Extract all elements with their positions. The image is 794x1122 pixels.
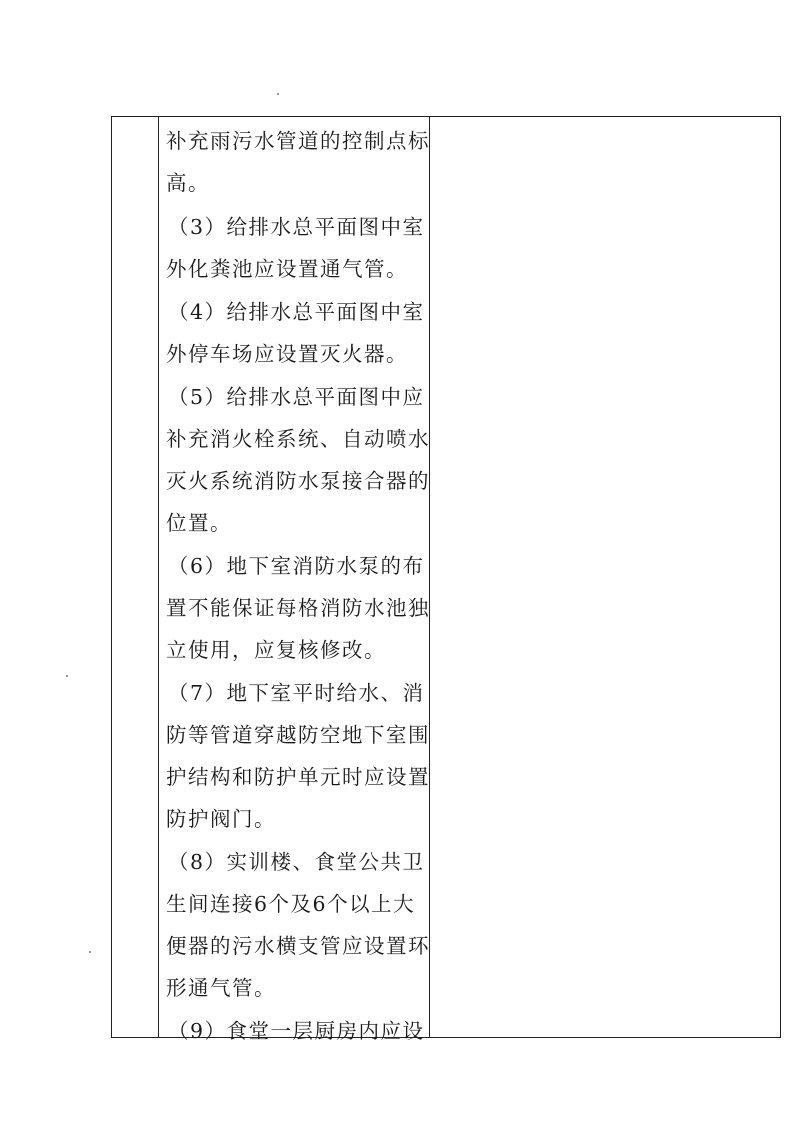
comment-line: 生间连接6个及6个以上大	[166, 892, 416, 916]
table-left-border	[111, 116, 112, 1038]
scan-speck	[89, 951, 91, 953]
comment-line: 防护阀门。	[166, 807, 276, 831]
comment-line: 补充消火栓系统、自动喷水	[166, 427, 430, 451]
table-column-divider-2	[429, 116, 430, 1038]
comment-line: 补充雨污水管道的控制点标	[166, 129, 430, 153]
table-column-divider-1	[158, 116, 159, 1038]
comment-line: （5）给排水总平面图中应	[168, 385, 425, 409]
scan-speck	[277, 93, 279, 95]
table-right-border	[780, 116, 781, 1038]
comment-line: 灭火系统消防水泵接合器的	[166, 469, 430, 493]
comment-line: （4）给排水总平面图中室	[168, 300, 425, 324]
comment-line: （6）地下室消防水泵的布	[168, 554, 425, 578]
comment-line: 便器的污水横支管应设置环	[166, 934, 430, 958]
comment-line: 外停车场应设置灭火器。	[166, 342, 408, 366]
scan-speck	[66, 675, 68, 677]
comment-line: 外化粪池应设置通气管。	[166, 257, 408, 281]
comment-line: （3）给排水总平面图中室	[168, 215, 425, 239]
comment-line: （7）地下室平时给水、消	[168, 681, 425, 705]
comment-line: 防等管道穿越防空地下室围	[166, 723, 430, 747]
comment-line: 置不能保证每格消防水池独	[166, 596, 430, 620]
comment-line: 形通气管。	[166, 976, 276, 1000]
comment-line: 护结构和防护单元时应设置	[166, 765, 430, 789]
comment-line: 高。	[166, 171, 210, 195]
comment-line: 立使用，应复核修改。	[166, 638, 386, 662]
comment-line: （9）食堂一层厨房内应设	[168, 1019, 425, 1043]
comment-line: （8）实训楼、食堂公共卫	[168, 850, 425, 874]
comment-line: 位置。	[166, 511, 232, 535]
